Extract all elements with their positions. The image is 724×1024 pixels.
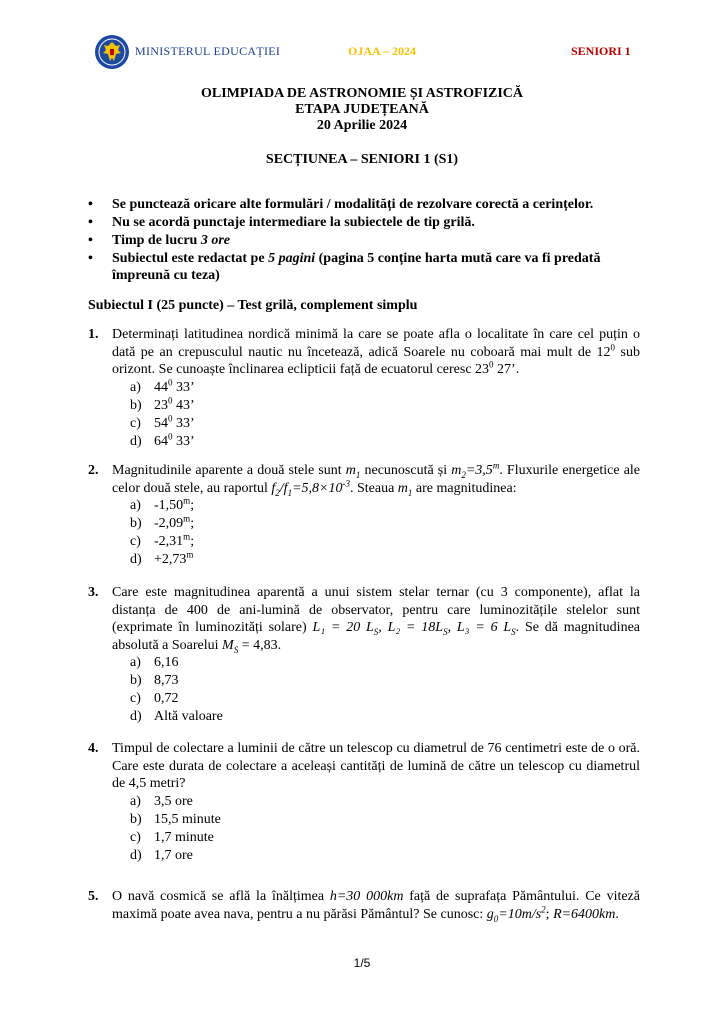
ministry-coat-of-arms-logo: [94, 34, 130, 70]
answer-option[interactable]: a) $44^0$ 33’: [130, 376, 195, 395]
answer-option[interactable]: b) $23^0$ 43’: [130, 394, 195, 413]
question-text: Magnitudinile aparente a două stele sunt $m_1$ necunoscută și $m_2=3,5^m$. Fluxurile energetice ale celor două stele, au raportul $f_2/f_1=5,8\times 10^{-3}$. Steaua $m_1$ are magnitudinea:: [112, 460, 641, 498]
question-5: [88, 888, 640, 923]
event-label: OJAA – 2024: [348, 44, 417, 58]
ministry-name: MINISTERUL EDUCAȚIEI: [135, 44, 281, 58]
answer-options: [88, 497, 640, 569]
answer-option[interactable]: c) 0,72: [130, 691, 179, 706]
answer-option[interactable]: a) -1,50$^m$;: [130, 495, 195, 513]
date-title: 20 Aprilie 2024: [316, 118, 408, 133]
answer-option[interactable]: d) Altă valoare: [130, 709, 223, 724]
answer-option[interactable]: b) 8,73: [130, 673, 179, 688]
answer-options: [88, 654, 640, 726]
question-2: [88, 462, 640, 569]
answer-option[interactable]: c) -2,31$^m$;: [130, 531, 195, 549]
category-label: SENIORI 1: [571, 44, 631, 58]
question-text: Care este magnitudinea aparentă a unui sistem stelar ternar (cu 3 componente), aflat la distanța de 400 de ani-lumină de observator, pentru care luminozitățile stelelor sunt (exprimate în luminozități solare) L₁ = 20 $L_S$, $L_2 = 18L_S$, L₃ = 6 $L_S$. Se dă magnitudinea absolută a Soarelui $M_S = 4,83$.: [112, 585, 640, 655]
answer-option[interactable]: c) $54^0$ 33’: [130, 412, 195, 431]
page-header: [0, 0, 724, 80]
rule-item: • Nu se acordă punctaje intermediare la subiectele de tip grilă.: [88, 214, 648, 231]
answer-options: [88, 793, 640, 865]
question-text: O navă cosmică se află la înălțimea h=30 000km față de suprafața Pământului. Ce viteză maximă poate avea nava, pentru a nu părăsi Pământul? Se cunosc: $g_0=10m/s^2$; R=6400km.: [112, 889, 640, 924]
question-3: [88, 584, 640, 726]
answer-option[interactable]: a) 6,16: [130, 655, 179, 670]
rule-item: • Subiectul este redactat pe 5 pagini (pagina 5 conține harta mută care va fi predată împreună cu teza): [88, 250, 648, 284]
answer-option[interactable]: d) 1,7 ore: [130, 847, 193, 863]
answer-option[interactable]: d) $64^0$ 33’: [130, 430, 195, 449]
question-text: Determinați latitudinea nordică minimă la care se poate afla o localitate în care cel puțin o dată pe an crepusculul nautic nu încetează, adică Soarele nu coboară mai mult de $12^0$ sub orizont. Se cunoaște înclinarea eclipticii față de ecuatorul ceresc $23^0$ 27’.: [112, 327, 640, 377]
question-1: [88, 326, 640, 451]
page-number: 1/5: [353, 956, 371, 970]
rule-item: • Se punctează oricare alte formulări / modalități de rezolvare corectă a cerințelor.: [88, 196, 648, 213]
stage-title: ETAPA JUDEȚEANĂ: [295, 102, 429, 117]
subject-title: Subiectul I (25 puncte) – Test grilă, complement simplu: [88, 298, 418, 313]
answer-option[interactable]: b) -2,09$^m$;: [130, 513, 195, 531]
answer-option[interactable]: a) 3,5 ore: [130, 793, 193, 809]
rules-list: [88, 196, 648, 285]
section-title: SECȚIUNEA – SENIORI 1 (S1): [265, 152, 459, 167]
question-number: 5.: [88, 889, 99, 904]
question-number: 4.: [88, 741, 99, 756]
question-number: 3.: [88, 585, 99, 600]
olympiad-title: OLIMPIADA DE ASTRONOMIE ȘI ASTROFIZICĂ: [200, 86, 524, 101]
answer-options: [88, 376, 640, 451]
answer-option[interactable]: c) 1,7 minute: [130, 829, 214, 845]
question-number: 1.: [88, 327, 99, 342]
answer-option[interactable]: $d) +2,73^m$: [130, 549, 194, 567]
answer-option[interactable]: b) 15,5 minute: [130, 811, 221, 827]
question-number: 2.: [88, 463, 99, 478]
rule-item: • Timp de lucru 3 ore: [88, 232, 648, 249]
question-4: [88, 740, 640, 865]
question-text: Timpul de colectare a luminii de către un telescop cu diametrul de 76 centimetri este de o oră. Care este durata de colectare a aceleași cantități de lumină de către un telescop cu diametrul de 4,5 metri?: [112, 741, 640, 791]
